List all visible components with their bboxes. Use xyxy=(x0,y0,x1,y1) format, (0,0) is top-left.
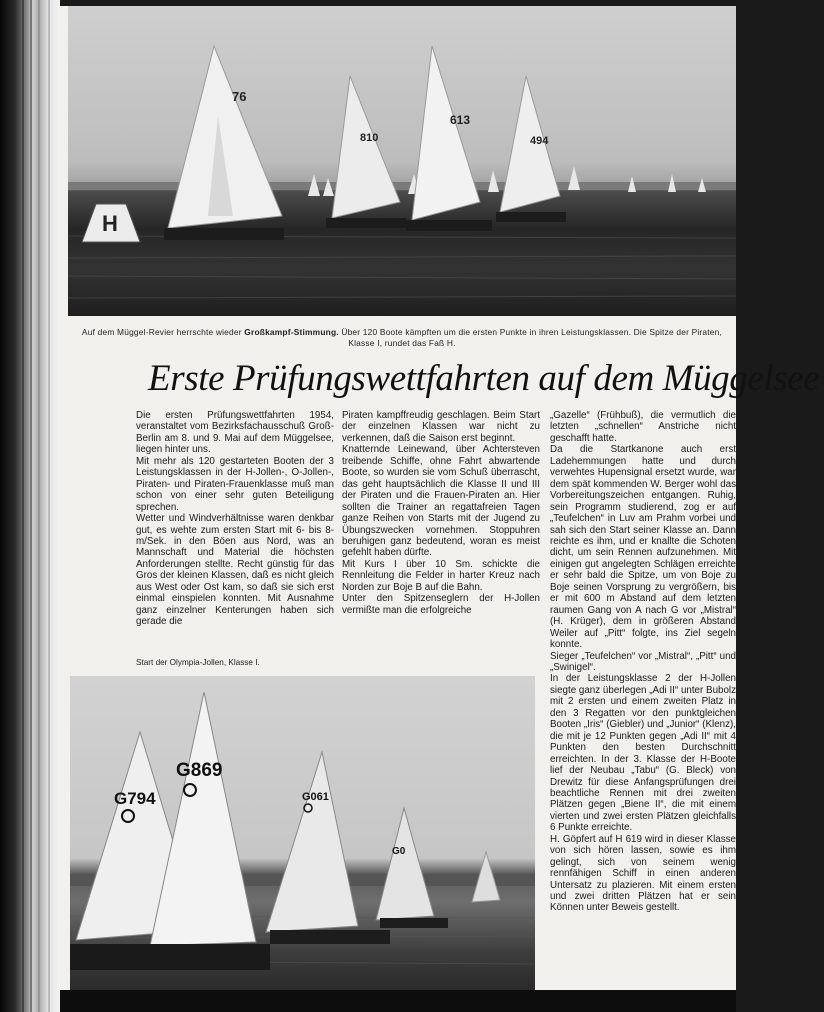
book-binding xyxy=(0,0,60,1012)
olympia-jollen-start-photo xyxy=(70,676,535,990)
pirate-boat-76 xyxy=(164,46,284,240)
paragraph: Wetter und Windverhältnisse waren denkbar gut, es wehte zum ersten Start mit 6- bis 8-m/Sek. in den Böen aus Nord, was an Mannschaft und Material die höchsten Anforderungen stellte. Recht günstig für das Gros der kleinen Klassen, daß es nicht gleich aus West oder Ost kam, so daß sie sich erst einmal einspielen konnten. Mit Ausnahme ganz einzelner Kenterungen haben sich gerade die xyxy=(136,513,334,628)
paragraph: Mit Kurs I über 10 Sm. schickte die Rennleitung die Felder in harter Kreuz nach Norden zur Boje B auf die Bahn. xyxy=(342,558,540,593)
olympia-boat-g0 xyxy=(376,808,448,928)
article-headline: Erste Prüfungswettfahrten auf dem Müggelsee xyxy=(148,358,820,399)
pirate-boat-613 xyxy=(406,46,492,231)
pirate-boat-494 xyxy=(496,76,566,222)
sail-number-810: 810 xyxy=(360,132,379,144)
olympia-photo-drawing xyxy=(70,676,535,990)
sail-number-494: 494 xyxy=(530,135,549,147)
sail-number-g0: G0 xyxy=(392,846,406,857)
magazine-page xyxy=(60,6,820,990)
buoy-letter: H xyxy=(102,211,118,236)
paragraph: Knatternde Leinewand, über Achtersteven treibende Schiffe, ohne Fahrt abwartende Boote, so wurden sie vom Schuß überrascht, das geht hauptsächlich die Klasse II und III der Piraten und die Frauen-Piraten an. Hier sollten die Trainer an regattafreien Tagen ganze Reihen von Starts mit der Jugend zu Übungszwecken vornehmen. Stoppuhren beruhigen ganz bedeutend, woran es meist gefehlt haben dürfte. xyxy=(342,444,540,559)
photo-caption-top xyxy=(72,327,732,348)
regatta-photo-pirates xyxy=(68,6,736,316)
sail-number-76: 76 xyxy=(232,89,247,104)
paragraph: Da die Startkanone auch erst Ladehemmungen hatte und durch verwehtes Hupensignal ersetzt wurde, war dem spät kommenden W. Berger wohl das Vorbereitungszeichen entgangen. Ruhig, sein Programm studierend, zog er auf „Teufelchen“ in Luv am Prahm vorbei und sah sich den Start seiner Klasse an. Dann reichte es ihm, und er knallte die Schoten dicht, um sein Rennen aufzunehmen. Mit einigen gut angelegten Schlägen erreichte er sehr bald die Spitze, um von Boje zu Boje seinen Vorsprung zu vergrößern, bis er mit 600 m Abstand auf dem letzten raumen Gang von A nach G vor „Mistral“ (H. Krüger), dem in größeren Abstand Weiler auf „Pitt“ folgte, ins Ziel segeln konnte. xyxy=(550,444,736,651)
article-column-2 xyxy=(342,410,540,616)
paragraph: Die ersten Prüfungswettfahrten 1954, veranstaltet vom Bezirksfachausschuß Groß-Berlin am 8. und 9. Mai auf dem Müggelsee, liegen hinter uns. xyxy=(136,410,334,456)
paragraph: In der Leistungsklasse 2 der H-Jollen siegte ganz überlegen „Adi II“ unter Bubolz mit 2 ersten und einem zweiten Platz in den 3 Regatten vor den punktgleichen Booten „Iris“ (Giebler) und „Junior“ (Klenz), die mit je 12 Punkten gegen „Adi II“ mit 4 Punkten den besten Durchschnitt erreichten. In der 3. Klasse der H-Boote lief der Neubau „Tabu“ (G. Bleck) von Drewitz für diese Anfangsprüfungen drei beachtliche Rennen mit drei zweiten Plätzen gegen „Biene II“, die mit einem vierten und zwei ersten Plätzen gleichfalls 6 Punkte erreichte. xyxy=(550,673,736,834)
caption-text-start: Auf dem Müggel-Revier herrschte wieder xyxy=(81,327,245,337)
sail-number-g794: G794 xyxy=(114,789,156,808)
regatta-photo-drawing xyxy=(68,6,736,316)
olympia-boat-g061 xyxy=(266,752,390,944)
paragraph: Mit mehr als 120 gestarteten Booten der 3 Leistungsklassen in der H-Jollen-, O-Jollen-, Piraten- und Piraten-Frauenklasse muß man schon von einer sehr guten Beteiligung sprechen. xyxy=(136,455,334,513)
paragraph: „Gazelle“ (Frühbuß), die vermutlich die letzten „schnellen“ Anstriche nicht geschafft hatte. xyxy=(550,410,736,444)
photo-caption-bottom: Start der Olympia-Jollen, Klasse I. xyxy=(136,658,260,667)
paragraph: H. Göpfert auf H 619 wird in dieser Klasse von sich hören lassen, sowie es ihm gelingt, sich von seinem wenig rennfähigen Schiff in einen anderen Untersatz zu plazieren. Mit einem ersten und zwei dritten Plätzen hat er sein Können unter Beweis gestellt. xyxy=(550,833,736,914)
article-column-1 xyxy=(136,410,334,628)
sail-number-g061: G061 xyxy=(302,791,329,803)
caption-text-end: Über 120 Boote kämpften um die ersten Punkte in ihren Leistungsklassen. Die Spitze der Piraten, Klasse I, rundet das Faß H. xyxy=(338,327,723,348)
caption-bold-phrase: Großkampf-Stimmung. xyxy=(244,327,339,337)
pirate-boat-810 xyxy=(326,76,406,228)
paragraph: Piraten kampffreudig geschlagen. Beim Start der einzelnen Klassen war nicht zu verkennen, daß die Saison erst beginnt. xyxy=(342,410,540,444)
page-bottom-edge xyxy=(60,990,736,1012)
paragraph: Sieger „Teufelchen“ vor „Mistral“, „Pitt“ und „Swinigel“. xyxy=(550,650,736,673)
article-column-3 xyxy=(550,410,736,914)
paragraph: Unter den Spitzenseglern der H-Jollen vermißte man die erfolgreiche xyxy=(342,593,540,616)
sail-number-613: 613 xyxy=(450,113,471,127)
sail-number-g869: G869 xyxy=(176,760,223,781)
